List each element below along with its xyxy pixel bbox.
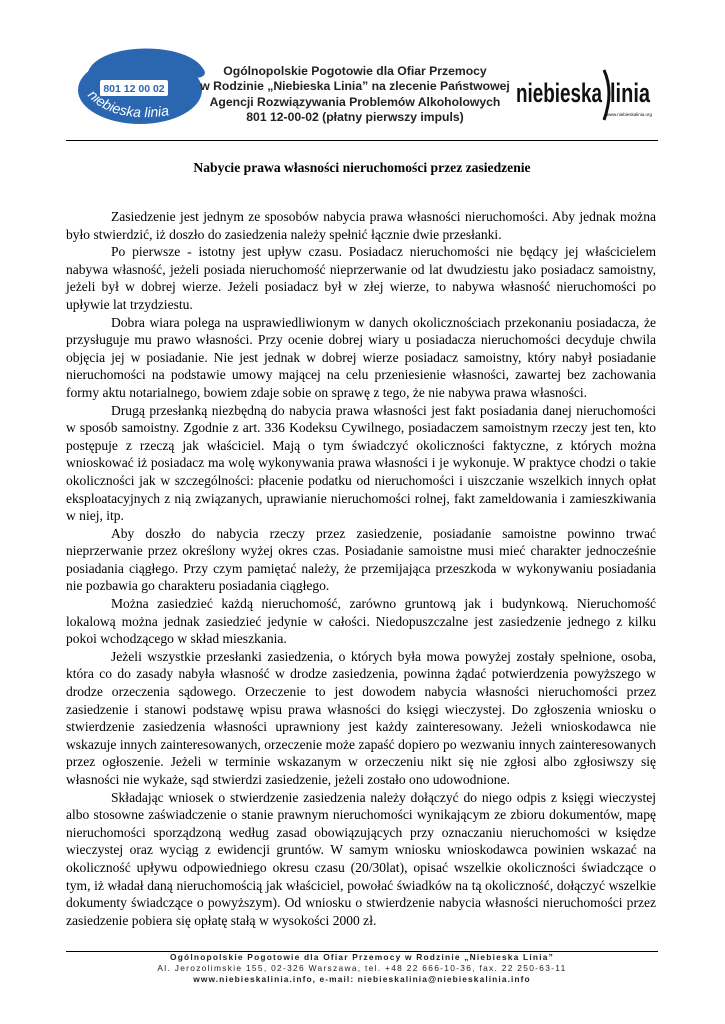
- paragraph: Aby doszło do nabycia rzeczy przez zasiedzenie, posiadanie samoistne powinno trwać nieprzerwanie przez określony wyżej okres czas. Posiadanie samoistne musi mieć charakter jednocześnie posiadania ciągłego. Przy czym pamiętać należy, że przemijająca przeszkoda w wykonywaniu posiadania nie pozbawia go charakteru posiadania ciągłego.: [66, 525, 656, 594]
- brand-logo-part1: niebieska: [516, 78, 603, 108]
- paragraph: Dobra wiara polega na usprawiedliwionym w danych okolicznościach przekonaniu posiadacza, że przysługuje mu prawo własności. Przy ocenie dobrej wiary u posiadacza nieruchomości decyduje chwila objęcia jej w posiadanie. Nie jest jednak w dobrej wierze posiadacz samoistny, który nabył posiadanie nieruchomości na podstawie umowy mającej na celu przeniesienie własności, zawartej bez zachowania formy aktu notarialnego, bowiem zdaje sobie on sprawę z tego, że nie nabywa prawa własności.: [66, 314, 656, 400]
- paragraph: Składając wniosek o stwierdzenie zasiedzenia należy dołączyć do niego odpis z księgi wieczystej albo stosowne zaświadczenie o stanie prawnym nieruchomości wynikającym ze zbioru dokumentów, mapę nieruchomości sporządzoną według zasad obowiązujących przy oznaczaniu nieruchomości w księdze wieczystej oraz wyciąg z ewidencji gruntów. W samym wniosku wnioskodawca powinien wskazać na okoliczność upływu odpowiedniego okresu czasu (20/30lat), opisać wszelkie okoliczności świadczące o tym, iż władał daną nieruchomością jak właściciel, powołać świadków na tą okoliczność, dołączyć wszelkie dokumenty świadczące o powyższym). Od wniosku o stwierdzenie nabycia własności nieruchomości przez zasiedzenie pobiera się opłatę stałą w wysokości 2000 zł.: [66, 789, 656, 928]
- page-header: [0, 0, 725, 140]
- document-body: [66, 208, 656, 929]
- paragraph: Po pierwsze - istotny jest upływ czasu. Posiadacz nieruchomości nie będący jej właścicielem nabywa własność, jeżeli posiada nieruchomość nieprzerwanie od lat dwudziestu jako posiadacz samoistny, jeżeli był w dobrej wierze. Jeżeli posiadacz był w złej wierze, to nabywa własność nieruchomości po upływie lat trzydziestu.: [66, 244, 656, 312]
- footer-organization: Ogólnopolskie Pogotowie dla Ofiar Przemocy w Rodzinie „Niebieska Linia”: [170, 952, 554, 962]
- footer-contact: www.niebieskalinia.info, e-mail: niebieskalinia@niebieskalinia.info: [193, 974, 531, 984]
- org-line-2: w Rodzinie „Niebieska Linia” na zlecenie Państwowej: [200, 79, 510, 94]
- paragraph: Drugą przesłanką niezbędną do nabycia prawa własności jest fakt posiadania danej nieruchomości w sposób samoistny. Zgodnie z art. 336 Kodeksu Cywilnego, posiadaczem samoistnym rzeczy jest ten, kto postępuje z rzeczą jak właściciel. Mają o tym świadczyć okoliczności faktyczne, z których można wnioskować iż posiadacz ma wolę wykonywania prawa własności i je wykonuje. W praktyce chodzi o takie okoliczności jak w szczególności: płacenie podatku od nieruchomości i uiszczanie wszelkich innych opłat eksploatacyjnych z nią związanych, uprawianie nieruchomości rolnej, fakt zameldowania i zamieszkiwania w niej, itp.: [66, 402, 656, 524]
- org-phone-line: 801 12-00-02 (płatny pierwszy impuls): [246, 110, 464, 125]
- org-line-3: Agencji Rozwiązywania Problemów Alkoholowych: [209, 94, 501, 109]
- paragraph: Zasiedzenie jest jednym ze sposobów nabycia prawa własności nieruchomości. Aby jednak można było stwierdzić, iż doszło do zasiedzenia należy spełnić łącznie dwie przesłanki.: [66, 209, 656, 242]
- footer-address: Al. Jerozolimskie 155, 02-326 Warszawa, tel. +48 22 666-10-36, fax. 22 250-63-11: [157, 963, 567, 973]
- logo-phone-number: 801 12 00 02: [103, 83, 165, 95]
- niebieska-linia-logo: [514, 64, 656, 124]
- paragraph: Można zasiedzieć każdą nieruchomość, zarówno gruntową jak i budynkową. Nieruchomość lokalową można jednak zasiedzieć jedynie w całości. Niedopuszczalne jest zasiedzenie jednego z kilku pokoi wchodzącego w skład mieszkania.: [66, 596, 656, 647]
- telephone-logo: [74, 36, 216, 132]
- paragraph: Jeżeli wszystkie przesłanki zasiedzenia, o których była mowa powyżej zostały spełnione, osoba, która co do zasady nabyła własność w drodze zasiedzenia, powinna żądać potwierdzenia powyższego w drodze orzeczenia sądowego. Orzeczenie to jest dowodem nabycia własności nieruchomości przez zasiedzenie i stanowi podstawę wpisu prawa własności do księgi wieczystej. Do zgłoszenia wniosku o stwierdzenie zasiedzenia własności uprawniony jest każdy zainteresowany. Jeżeli wnioskodawca nie wskazuje innych zainteresowanych, orzeczenie może zapaść dopiero po wezwaniu innych zainteresowanych przez ogłoszenie. Jeżeli w terminie wskazanym w orzeczeniu nikt się nie zgłosi albo zgłosiwszy się własności nie wykaże, sąd stwierdzi zasiedzenie, jeżeli zostało ono udowodnione.: [66, 648, 656, 787]
- brand-logo-url: www.niebieskalinia.org: [606, 112, 652, 117]
- header-divider: [66, 140, 658, 141]
- organization-info: [200, 64, 510, 126]
- org-line-1: Ogólnopolskie Pogotowie dla Ofiar Przemocy: [223, 64, 487, 78]
- document-title: Nabycie prawa własności nieruchomości przez zasiedzenie: [193, 160, 531, 175]
- logo-arc-textpath: niebieska linia: [85, 86, 170, 121]
- page-footer: [60, 952, 664, 985]
- brand-logo-part2: linia: [610, 78, 651, 108]
